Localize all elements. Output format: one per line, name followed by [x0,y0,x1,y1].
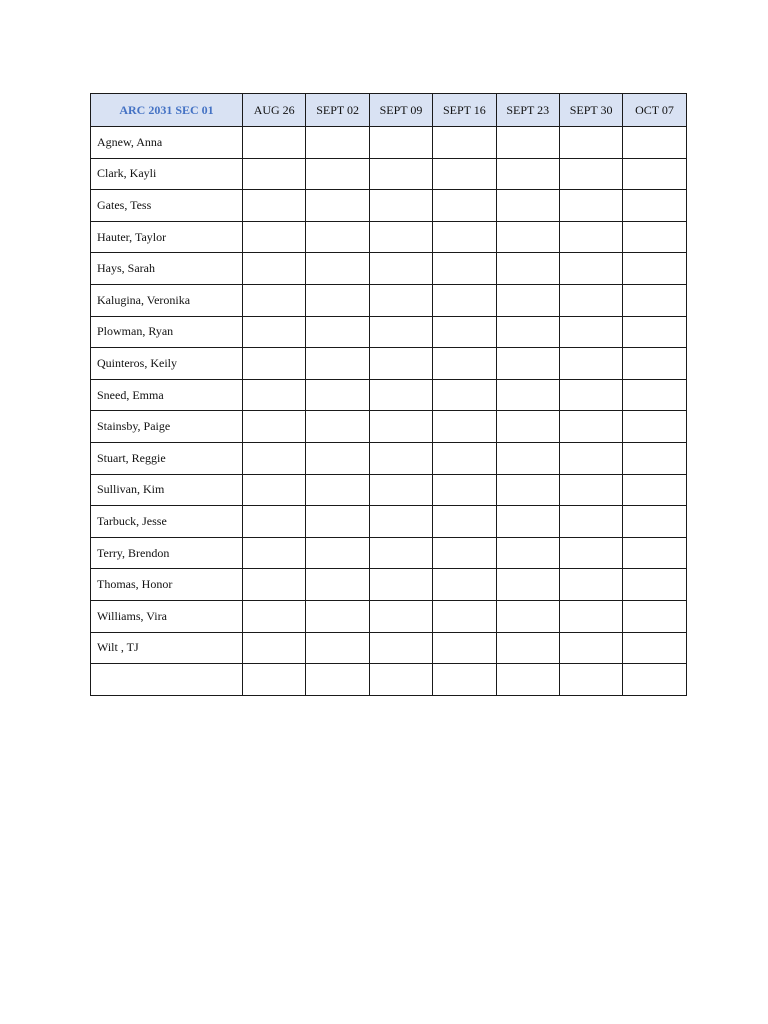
attendance-cell [243,411,306,443]
student-name: Quinteros, Keily [91,348,243,380]
table-row [91,127,687,159]
student-name: Sneed, Emma [91,379,243,411]
attendance-cell [559,284,622,316]
attendance-cell [369,537,432,569]
section-label: ARC 2031 SEC 01 [91,94,243,127]
attendance-cell [559,664,622,696]
attendance-cell [243,664,306,696]
attendance-cell [623,253,686,285]
table-row [91,474,687,506]
attendance-cell [369,316,432,348]
attendance-table [90,93,687,696]
student-name: Stuart, Reggie [91,442,243,474]
attendance-cell [306,190,369,222]
attendance-cell [243,537,306,569]
attendance-cell [243,442,306,474]
attendance-cell [369,127,432,159]
attendance-cell [243,474,306,506]
table-row [91,348,687,380]
attendance-cell [243,600,306,632]
attendance-cell [306,221,369,253]
attendance-cell [433,474,496,506]
attendance-cell [306,632,369,664]
attendance-cell [496,316,559,348]
attendance-cell [243,127,306,159]
attendance-cell [369,600,432,632]
table-row [91,537,687,569]
attendance-cell [369,632,432,664]
attendance-cell [623,379,686,411]
table-row [91,411,687,443]
attendance-cell [433,284,496,316]
attendance-cell [433,600,496,632]
table-row [91,253,687,285]
attendance-cell [559,506,622,538]
attendance-cell [243,253,306,285]
attendance-cell [623,569,686,601]
attendance-cell [433,190,496,222]
table-row [91,632,687,664]
attendance-cell [559,569,622,601]
attendance-cell [623,284,686,316]
attendance-cell [243,506,306,538]
attendance-cell [369,411,432,443]
attendance-cell [496,537,559,569]
attendance-cell [623,221,686,253]
attendance-cell [243,158,306,190]
attendance-cell [433,632,496,664]
student-name: Kalugina, Veronika [91,284,243,316]
attendance-cell [369,284,432,316]
attendance-cell [243,190,306,222]
table-row [91,284,687,316]
attendance-cell [559,221,622,253]
attendance-cell [243,284,306,316]
attendance-cell [559,379,622,411]
date-header: SEPT 30 [559,94,622,127]
attendance-cell [306,537,369,569]
attendance-cell [496,190,559,222]
student-name: Williams, Vira [91,600,243,632]
attendance-cell [623,316,686,348]
attendance-cell [623,537,686,569]
attendance-cell [369,158,432,190]
attendance-cell [496,632,559,664]
attendance-cell [496,506,559,538]
attendance-cell [369,442,432,474]
attendance-cell [306,474,369,506]
attendance-cell [496,253,559,285]
student-name: Wilt , TJ [91,632,243,664]
attendance-cell [306,348,369,380]
student-name: Gates, Tess [91,190,243,222]
attendance-cell [306,284,369,316]
attendance-cell [623,190,686,222]
attendance-cell [623,348,686,380]
attendance-cell [559,127,622,159]
attendance-cell [559,442,622,474]
attendance-cell [306,664,369,696]
date-header: OCT 07 [623,94,686,127]
attendance-cell [433,253,496,285]
attendance-cell [369,506,432,538]
attendance-cell [559,158,622,190]
attendance-cell [369,569,432,601]
date-header: SEPT 23 [496,94,559,127]
attendance-cell [433,221,496,253]
attendance-cell [369,190,432,222]
date-header: SEPT 16 [433,94,496,127]
date-header: SEPT 02 [306,94,369,127]
attendance-cell [496,442,559,474]
attendance-cell [369,348,432,380]
student-name: Agnew, Anna [91,127,243,159]
attendance-cell [623,474,686,506]
attendance-cell [623,442,686,474]
attendance-cell [433,379,496,411]
attendance-cell [369,221,432,253]
attendance-cell [496,664,559,696]
table-row [91,569,687,601]
attendance-cell [306,506,369,538]
table-row [91,316,687,348]
attendance-cell [496,284,559,316]
attendance-cell [433,348,496,380]
attendance-cell [243,379,306,411]
attendance-cell [243,632,306,664]
attendance-cell [496,569,559,601]
student-name: Hauter, Taylor [91,221,243,253]
attendance-cell [496,348,559,380]
attendance-cell [559,411,622,443]
attendance-cell [433,127,496,159]
attendance-cell [496,379,559,411]
attendance-cell [306,442,369,474]
attendance-cell [243,221,306,253]
date-header: SEPT 09 [369,94,432,127]
attendance-cell [433,569,496,601]
attendance-cell [559,190,622,222]
attendance-cell [306,316,369,348]
table-row [91,664,687,696]
attendance-cell [496,600,559,632]
attendance-cell [433,158,496,190]
attendance-cell [306,379,369,411]
student-name: Plowman, Ryan [91,316,243,348]
attendance-cell [306,127,369,159]
attendance-cell [243,348,306,380]
attendance-cell [623,411,686,443]
attendance-cell [559,537,622,569]
attendance-cell [623,127,686,159]
attendance-cell [623,632,686,664]
attendance-cell [623,664,686,696]
attendance-cell [496,158,559,190]
attendance-cell [306,253,369,285]
attendance-cell [559,474,622,506]
attendance-cell [243,569,306,601]
attendance-cell [559,600,622,632]
attendance-cell [433,316,496,348]
attendance-cell [306,411,369,443]
attendance-cell [306,158,369,190]
attendance-cell [496,127,559,159]
attendance-cell [369,379,432,411]
attendance-cell [369,253,432,285]
header-row [91,94,687,127]
attendance-cell [623,600,686,632]
attendance-cell [559,632,622,664]
table-row [91,158,687,190]
attendance-cell [559,316,622,348]
student-name: Stainsby, Paige [91,411,243,443]
table-row [91,600,687,632]
attendance-cell [306,600,369,632]
attendance-cell [623,506,686,538]
date-header: AUG 26 [243,94,306,127]
table-row [91,379,687,411]
attendance-cell [433,664,496,696]
table-row [91,190,687,222]
attendance-cell [433,537,496,569]
attendance-cell [496,411,559,443]
table-row [91,506,687,538]
attendance-cell [623,158,686,190]
attendance-cell [433,506,496,538]
attendance-cell [559,348,622,380]
attendance-cell [559,253,622,285]
attendance-cell [243,316,306,348]
student-name: Terry, Brendon [91,537,243,569]
student-name: Hays, Sarah [91,253,243,285]
attendance-cell [369,664,432,696]
student-name: Sullivan, Kim [91,474,243,506]
student-name: Clark, Kayli [91,158,243,190]
student-name: Thomas, Honor [91,569,243,601]
attendance-cell [433,411,496,443]
attendance-cell [496,221,559,253]
attendance-cell [306,569,369,601]
student-name [91,664,243,696]
table-row [91,221,687,253]
attendance-cell [433,442,496,474]
attendance-cell [496,474,559,506]
attendance-cell [369,474,432,506]
table-row [91,442,687,474]
student-name: Tarbuck, Jesse [91,506,243,538]
